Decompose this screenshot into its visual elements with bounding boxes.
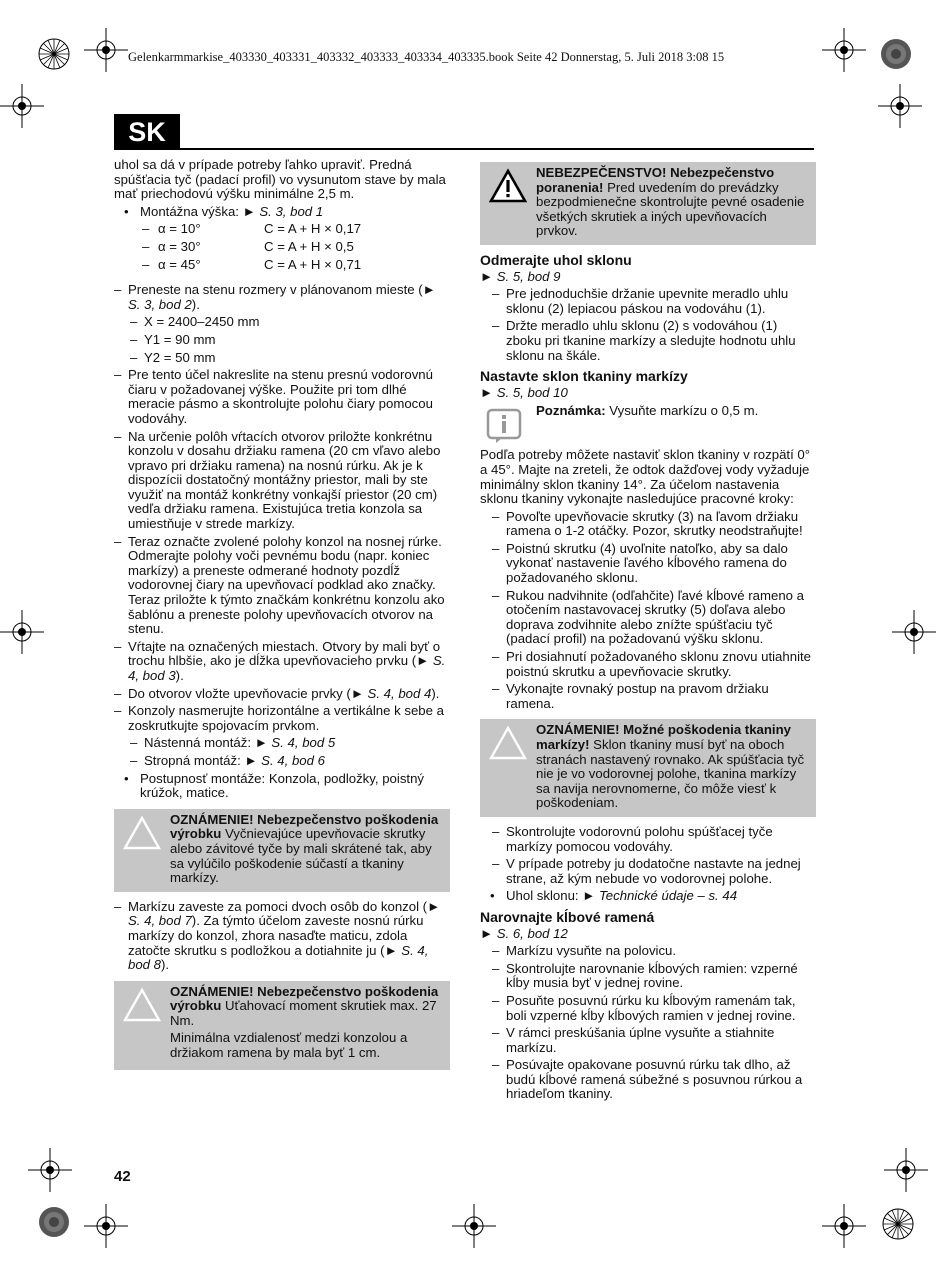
right-column	[480, 162, 816, 1105]
list-item: – Posuňte posuvnú rúrku ku kĺbovým ramenám tak, boli vzperné kĺby kĺbových ramien v jednej rovine.	[492, 994, 816, 1023]
list-item: – Skontrolujte narovnanie kĺbových ramien: vzperné kĺby musia byť v jednej rovine.	[492, 962, 816, 991]
warning-triangle-icon	[488, 725, 528, 761]
info-icon	[486, 408, 522, 444]
header-rule	[180, 148, 814, 150]
crosshair-mark-icon	[878, 84, 922, 128]
crosshair-mark-icon	[84, 28, 128, 72]
reference: S. 4, bod 6	[261, 752, 325, 768]
gray-target-mark-icon	[878, 36, 914, 72]
page-number: 42	[114, 1168, 131, 1185]
list-item: – Teraz označte zvolené polohy konzol na nosnej rúrke. Odmerajte polohy voči pevnému bodu (napr. koniec markízy) a preneste odmerané hodnoty pozdĺž vodorovnej čiary na upevňovací podklad ako značky. Teraz priložte k týmto značkám konkrétnu konzolu ako šablónu a preneste polohy upevňovacích otvorov na stenu.	[114, 535, 450, 637]
list-item: – Preneste na stenu rozmery v plánovanom mieste (► S. 3, bod 2).	[114, 283, 450, 312]
note-box: Poznámka: Vysuňte markízu o 0,5 m.	[480, 404, 816, 440]
list-item: – Markízu vysuňte na polovicu.	[492, 944, 816, 959]
reference: S. 4, bod 8	[128, 942, 429, 973]
registration-mark-icon	[28, 28, 80, 80]
list-item: – Vŕtajte na označených miestach. Otvory by mali byť o trochu hlbšie, ako je dĺžka upevňovacieho prvku (► S. 4, bod 3).	[114, 640, 450, 684]
list-item: – Do otvorov vložte upevňovacie prvky (► S. 4, bod 4).	[114, 687, 450, 702]
notice-box: OZNÁMENIE! Nebezpečenstvo poškodenia výrobku Uťahovací moment skrutiek max. 27 Nm. Minimálna vzdialenosť medzi konzolou a držiakom ramena by mala byť 1 cm.	[114, 981, 450, 1070]
reference-line: ► S. 5, bod 10	[480, 384, 568, 400]
reference-line: ► S. 5, bod 9	[480, 268, 561, 284]
reference: S. 4, bod 5	[271, 735, 336, 751]
crosshair-mark-icon	[28, 1148, 72, 1192]
list-item: – Vykonajte rovnaký postup na pravom držiaku ramena.	[492, 682, 816, 711]
mount-height-item: • Montážna výška: ► S. 3, bod 1	[114, 205, 450, 220]
bullet-item: • Postupnosť montáže: Konzola, podložky, poistný krúžok, matice.	[114, 772, 450, 801]
language-badge: SK	[114, 114, 180, 150]
list-item: – Skontrolujte vodorovnú polohu spúšťacej tyče markízy pomocou vodováhy.	[492, 825, 816, 854]
list-item: – Držte meradlo uhlu sklonu (2) s vodováhou (1) zboku pri tkanine markízy a sledujte hodnotu uhlu sklonu na škále.	[492, 319, 816, 363]
crosshair-mark-icon	[822, 1204, 866, 1248]
section-heading: Narovnajte kĺbové ramená	[480, 908, 655, 925]
list-item: – Povoľte upevňovacie skrutky (3) na ľavom držiaku ramena o 1-2 otáčky. Pozor, skrutky neodstraňujte!	[492, 510, 816, 539]
warning-triangle-icon	[122, 987, 162, 1023]
list-item: – Konzoly nasmerujte horizontálne a vertikálne k sebe a zoskrutkujte spojovacím prvkom.	[114, 704, 450, 733]
crosshair-mark-icon	[892, 610, 936, 654]
list-item: – Rukou nadvihnite (odľahčite) ľavé kĺbové rameno a otočením nastavovacej skrutky (5) doľava alebo doprava zodvihnite alebo znížte spúšťaciu tyč (padací profil) na požadovanú výšku sklonu.	[492, 589, 816, 647]
formula-row: – α = 10° C = A + H × 0,17	[142, 221, 362, 237]
sub-item: – Stropná montáž: ► S. 4, bod 6	[114, 754, 450, 769]
reference: S. 4, bod 4	[367, 685, 432, 701]
reference: S. 3, bod 2	[128, 296, 192, 312]
gray-target-mark-icon	[36, 1204, 72, 1240]
section-heading: Nastavte sklon tkaniny markízy	[480, 368, 688, 385]
list-item: – V rámci preskúšania úplne vysuňte a stiahnite markízu.	[492, 1026, 816, 1055]
reference: S. 3, bod 1	[259, 203, 324, 219]
crosshair-mark-icon	[822, 28, 866, 72]
list-item: – V prípade potreby ju dodatočne nastavte na jednej strane, až kým nebude vo vodorovnej polohe.	[492, 857, 816, 886]
reference: S. 4, bod 7	[128, 913, 192, 929]
dimension-item: – Y1 = 90 mm	[114, 333, 450, 348]
list-item: – Poistnú skrutku (4) uvoľnite natoľko, aby sa dalo vykonať nastavenie ľavého kĺbového ramena do požadovaného sklonu.	[492, 542, 816, 586]
warning-triangle-icon	[122, 815, 162, 851]
danger-triangle-icon	[488, 168, 528, 204]
notice-box: OZNÁMENIE! Nebezpečenstvo poškodenia výrobku Vyčnievajúce upevňovacie skrutky alebo závitové tyče by mali skrátené tak, aby sa vylúčilo poškodenie súčastí a tkaniny markízy.	[114, 809, 450, 892]
section-heading: Odmerajte uhol sklonu	[480, 251, 632, 268]
list-item: – Pre tento účel nakreslite na stenu presnú vodorovnú čiaru v požadovanej výške. Použite pri tom dlhé meracie pásmo a skontrolujte polohu čiary pomocou vodováhy.	[114, 368, 450, 426]
formula-row: – α = 30° C = A + H × 0,5	[142, 238, 354, 254]
intro-text: uhol sa dá v prípade potreby ľahko upraviť. Predná spúšťacia tyč (padací profil) vo vysunutom stave by mala mať priechodovú výšku minimálne 2,5 m.	[114, 157, 446, 202]
reference: S. 4, bod 3	[128, 653, 446, 683]
reference-line: ► S. 6, bod 12	[480, 925, 568, 941]
list-item: – Markízu zaveste za pomoci dvoch osôb do konzol (► S. 4, bod 7). Za týmto účelom zaveste nosnú rúrku markízy do konzol, zhora nasaďte maticu, zdola zatočte skrutku s podložkou a dotiahnite ju (► S. 4, bod 8).	[114, 900, 450, 973]
registration-mark-icon	[872, 1198, 924, 1250]
dimension-item: – Y2 = 50 mm	[114, 351, 450, 366]
danger-box: NEBEZPEČENSTVO! Nebezpečenstvo poranenia! Pred uvedením do prevádzky bezpodmienečne skontrolujte pevné osadenie všetkých skrutiek a iných upevňovacích prvkov.	[480, 162, 816, 245]
crosshair-mark-icon	[84, 1204, 128, 1248]
crosshair-mark-icon	[452, 1204, 496, 1248]
bullet-item: • Uhol sklonu: ► Technické údaje – s. 44	[480, 889, 816, 904]
sub-item: – Nástenná montáž: ► S. 4, bod 5	[114, 736, 450, 751]
list-item: – Pri dosiahnutí požadovaného sklonu znovu utiahnite poistnú skrutku a upevňovacie skrutky.	[492, 650, 816, 679]
paragraph: Podľa potreby môžete nastaviť sklon tkaniny v rozpätí 0° a 45°. Majte na zreteli, že odtok dažďovej vody vyžaduje minimálny sklon tkaniny 14°. Za účelom nastavenia sklonu tkaniny vykonajte nasledujúce pracovné kroky:	[480, 447, 811, 507]
list-item: – Pre jednoduchšie držanie upevnite meradlo uhlu sklonu (2) lepiacou páskou na vodováhu (1).	[492, 287, 816, 316]
crosshair-mark-icon	[0, 610, 44, 654]
crosshair-mark-icon	[884, 1148, 928, 1192]
left-column	[114, 158, 450, 1078]
formula-row: – α = 45° C = A + H × 0,71	[142, 256, 362, 272]
print-header: Gelenkarmmarkise_403330_403331_403332_403333_403334_403335.book Seite 42 Donnerstag, 5. Juli 2018 3:08 15	[128, 50, 725, 64]
notice-box: OZNÁMENIE! Možné poškodenia tkaniny markízy! Sklon tkaniny musí byť na oboch stranách nastavený rovnako. Ak spúšťacia tyč nie je vo vodorovnej polohe, tkanina markízy sa navija nerovnomerne, čo môže viesť k poškodeniam.	[480, 719, 816, 817]
dimension-item: – X = 2400–2450 mm	[114, 315, 450, 330]
crosshair-mark-icon	[0, 84, 44, 128]
list-item: – Na určenie polôh vŕtacích otvorov priložte konkrétnu konzolu v dosahu držiaku ramena (20 cm vľavo alebo vpravo pri držiaku ramena) na nosnú rúrku. Ak je k dispozícii dostatočný montážny priestor, mali by ste využiť na montáž konkrétny vonkajší priestor (20 cm) vedľa držiaku ramena. Existujúca tretia konzola sa umiestňuje v strede markízy.	[114, 430, 450, 532]
list-item: – Posúvajte opakovane posuvnú rúrku tak dlho, až budú kĺbové ramená súbežné s posuvnou rúrkou a hriadeľom tkaniny.	[492, 1058, 816, 1102]
reference: Technické údaje – s. 44	[598, 888, 738, 904]
